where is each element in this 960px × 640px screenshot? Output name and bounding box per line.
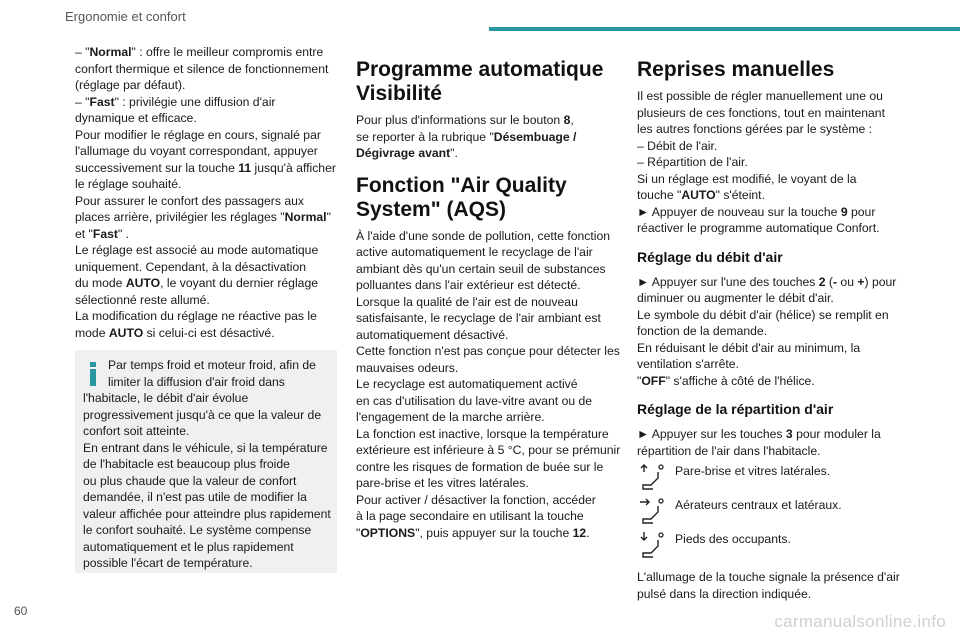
text-line: les autres fonctions gérées par le système : xyxy=(637,122,873,136)
text-line: de l'habitacle est beaucoup plus froide xyxy=(83,457,290,471)
text-line: successivement sur la touche 11 jusqu'à afficher xyxy=(75,160,336,175)
page-number: 60 xyxy=(14,604,28,618)
text-line: Pour modifier le réglage en cours, signalé par xyxy=(75,127,321,142)
text-line: Si un réglage est modifié, le voyant de la xyxy=(637,171,857,186)
text-line: – Répartition de l'air. xyxy=(637,155,748,169)
text-line: – "Fast" : privilégie une diffusion d'air xyxy=(75,94,276,109)
heading-reprises-manuelles: Reprises manuelles xyxy=(637,58,835,81)
text-line: Dégivrage avant". xyxy=(356,146,458,160)
windscreen-airflow-icon xyxy=(637,463,669,491)
text-line: satisfaisante, le recyclage de l'air ambiant est xyxy=(356,311,601,325)
text-line: le réglage souhaité. xyxy=(75,177,182,191)
text-line: Pour activer / désactiver la fonction, accéder xyxy=(356,492,596,507)
text-line: réactiver le programme automatique Confort. xyxy=(637,221,880,235)
debit-text xyxy=(637,274,905,390)
text-line: La fonction est inactive, lorsque la température xyxy=(356,426,609,441)
text-line: Le recyclage est automatiquement activé xyxy=(356,377,578,391)
heading-aqs: Fonction "Air Quality System" (AQS) xyxy=(356,173,567,221)
fan-speed-mode-text xyxy=(75,44,343,341)
text-line: diminuer ou augmenter le débit d'air. xyxy=(637,291,834,305)
text-line: Le réglage est associé au mode automatique xyxy=(75,243,319,257)
footwell-airflow-icon xyxy=(637,531,669,559)
text-line: confort soit atteinte. xyxy=(83,424,190,438)
info-box-text xyxy=(83,357,333,572)
text-line: automatiquement désactivé. xyxy=(356,327,509,342)
programme-visibilite-text xyxy=(356,112,624,162)
text-line: le confort souhaité. Le système compense xyxy=(83,523,312,537)
text-line: polluantes dans l'air extérieur est détecté. xyxy=(356,278,581,292)
heading-debit-air: Réglage du débit d'air xyxy=(637,248,783,265)
text-line: progressivement jusqu'à ce que la valeur de xyxy=(83,407,322,422)
text-line: l'engagement de la marche arrière. xyxy=(356,410,545,424)
icon-row-central-vents xyxy=(637,497,905,527)
text-line: "OPTIONS", puis appuyer sur la touche 12. xyxy=(356,525,590,540)
closing-text xyxy=(637,569,905,602)
text-line: l'habitacle, le débit d'air évolue xyxy=(83,391,249,405)
text-line: À l'aide d'une sonde de pollution, cette fonction xyxy=(356,228,611,243)
text-line: automatiquement et le plus rapidement xyxy=(83,539,294,554)
heading-repartition-air: Réglage de la répartition d'air xyxy=(637,401,834,417)
aqs-text xyxy=(356,228,624,542)
text-line: ambiant dès qu'un certain seuil de substances xyxy=(356,261,606,276)
icon-row-footwell xyxy=(637,531,905,561)
section-title: Ergonomie et confort xyxy=(65,9,186,24)
text-line: La modification du réglage ne réactive pas le xyxy=(75,309,317,323)
text-line: pulsé dans la direction indiquée. xyxy=(637,586,812,601)
info-box xyxy=(75,350,337,573)
text-line: Le symbole du débit d'air (hélice) se remplit en xyxy=(637,307,889,322)
icon-label-central-vents: Aérateurs centraux et latéraux. xyxy=(675,498,842,512)
text-line: Cette fonction n'est pas conçue pour détecter les xyxy=(356,344,620,358)
text-line: Par temps froid et moteur froid, afin de xyxy=(108,358,316,372)
column-left xyxy=(75,44,343,341)
text-line: limiter la diffusion d'air froid dans xyxy=(108,374,285,389)
text-line: – "Normal" : offre le meilleur compromis entre xyxy=(75,45,324,59)
text-line: touche "AUTO" s'éteint. xyxy=(637,188,765,202)
text-line: places arrière, privilégier les réglages "Normal" xyxy=(75,210,331,224)
text-line: à la page secondaire en utilisant la touche xyxy=(356,509,584,523)
text-line: dynamique et efficace. xyxy=(75,111,197,125)
watermark: carmanualsonline.info xyxy=(774,612,946,631)
text-line: uniquement. Cependant, à la désactivation xyxy=(75,259,307,274)
text-line: – Débit de l'air. xyxy=(637,138,718,153)
text-line: Il est possible de régler manuellement une ou xyxy=(637,89,883,103)
text-line: En réduisant le débit d'air au minimum, la xyxy=(637,340,861,355)
text-line: sélectionné reste allumé. xyxy=(75,292,210,307)
text-line: ► Appuyer sur l'une des touches 2 (- ou +) pour xyxy=(637,274,897,289)
text-line: Pour assurer le confort des passagers aux xyxy=(75,193,304,208)
text-line: ► Appuyer sur les touches 3 pour moduler la xyxy=(637,427,881,441)
text-line: L'allumage de la touche signale la présence d'air xyxy=(637,570,900,584)
text-line: mode AUTO si celui-ci est désactivé. xyxy=(75,325,275,340)
text-line: et "Fast" . xyxy=(75,226,130,241)
text-line: l'allumage du voyant correspondant, appuyer xyxy=(75,144,318,158)
text-line: ventilation s'arrête. xyxy=(637,357,739,371)
text-line: ► Appuyer de nouveau sur la touche 9 pour xyxy=(637,204,876,219)
text-line: ou plus chaude que la valeur de confort xyxy=(83,473,297,488)
icon-row-windscreen xyxy=(637,463,905,493)
text-line: contre les risques de formation de buée sur le xyxy=(356,459,604,474)
column-middle xyxy=(356,44,624,541)
central-vents-airflow-icon xyxy=(637,497,669,525)
column-right xyxy=(637,44,905,602)
text-line: demandée, il n'est pas utile de modifier la xyxy=(83,490,307,504)
text-line: mauvaises odeurs. xyxy=(356,360,459,375)
icon-label-windscreen: Pare-brise et vitres latérales. xyxy=(675,464,831,478)
repartition-text xyxy=(637,426,905,459)
text-line: "OFF" s'affiche à côté de l'hélice. xyxy=(637,373,815,388)
text-line: active automatiquement le recyclage de l'air xyxy=(356,245,593,259)
text-line: du mode AUTO, le voyant du dernier réglage xyxy=(75,276,319,290)
reprises-text xyxy=(637,88,905,237)
text-line: confort thermique et silence de fonctionnement xyxy=(75,61,329,76)
text-line: répartition de l'air dans l'habitacle. xyxy=(637,443,821,458)
text-line: pare-brise et les vitres latérales. xyxy=(356,476,529,490)
text-line: possible l'écart de température. xyxy=(83,556,253,570)
text-line: (réglage par défaut). xyxy=(75,78,186,92)
text-line: En entrant dans le véhicule, si la température xyxy=(83,440,328,455)
text-line: extérieure est inférieure à 5 °C, pour se prémunir xyxy=(356,443,621,457)
icon-label-footwell: Pieds des occupants. xyxy=(675,532,791,546)
text-line: Pour plus d'informations sur le bouton 8, xyxy=(356,113,574,127)
text-line: se reporter à la rubrique "Désembuage / xyxy=(356,129,577,144)
text-line: en cas d'utilisation du lave-vitre avant ou de xyxy=(356,393,593,408)
text-line: Lorsque la qualité de l'air est de nouveau xyxy=(356,294,578,309)
text-line: valeur affichée pour atteindre plus rapidement xyxy=(83,506,331,521)
heading-programme-visibilite: Programme automatique Visibilité xyxy=(356,58,604,105)
header-accent-bar xyxy=(489,27,960,31)
text-line: plusieurs de ces fonctions, tout en maintenant xyxy=(637,105,885,120)
text-line: fonction de la demande. xyxy=(637,324,768,338)
